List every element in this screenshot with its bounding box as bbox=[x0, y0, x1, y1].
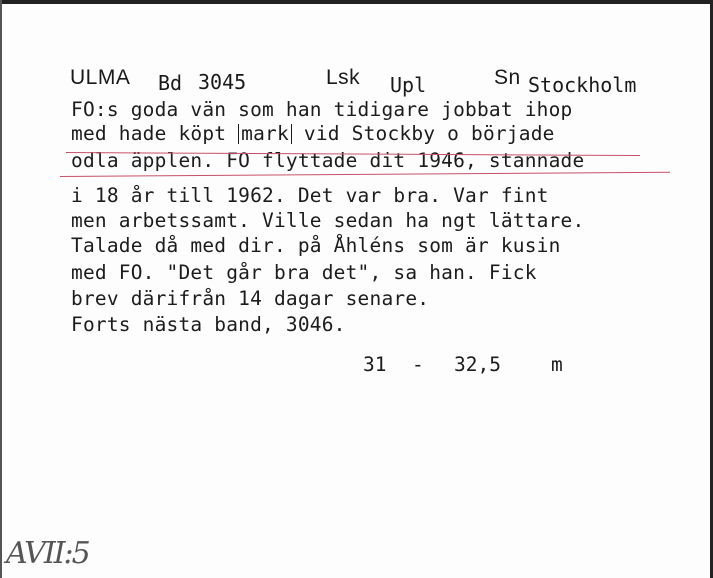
body-line-2-post: vid Stockby o började bbox=[291, 122, 555, 145]
body-line-4: i 18 år till 1962. Det var bra. Var fint bbox=[71, 184, 549, 207]
bracketed-word: mark bbox=[238, 124, 292, 144]
body-line-5: men arbetssamt. Ville sedan ha ngt lättare. bbox=[71, 209, 585, 232]
range-dash: - bbox=[412, 353, 424, 376]
body-line-9: Forts nästa band, 3046. bbox=[71, 313, 346, 336]
bd-label: Bd bbox=[158, 71, 183, 95]
body-line-6: Talade då med dir. på Åhléns som är kusin bbox=[71, 234, 561, 257]
body-line-3: odla äpplen. FO flyttade dit 1946, stannade bbox=[71, 149, 585, 172]
body-line-8: brev därifrån 14 dagar senare. bbox=[71, 287, 430, 310]
band-number: 3045 bbox=[198, 70, 247, 94]
range-unit: m bbox=[551, 353, 563, 376]
range-end: 32,5 bbox=[454, 353, 501, 376]
card-border-top bbox=[0, 0, 713, 4]
lsk-label: Lsk bbox=[326, 66, 361, 89]
body-line-7: med FO. "Det går bra det", sa han. Fick bbox=[71, 261, 537, 284]
ulma-label: ULMA bbox=[70, 66, 131, 89]
body-line-2-pre: med hade köpt bbox=[71, 122, 239, 145]
sn-label: Sn bbox=[494, 66, 521, 89]
socken-value: Stockholm bbox=[528, 73, 637, 97]
body-line-2 bbox=[71, 122, 555, 145]
card-border-left bbox=[0, 0, 2, 578]
pen-underline-lower bbox=[60, 172, 670, 177]
range-start: 31 bbox=[363, 353, 387, 376]
landskap-value: Upl bbox=[390, 73, 427, 97]
handwritten-archive-mark: AVII:5 bbox=[6, 536, 89, 571]
body-line-1: FO:s goda vän som han tidigare jobbat ihop bbox=[71, 98, 573, 121]
